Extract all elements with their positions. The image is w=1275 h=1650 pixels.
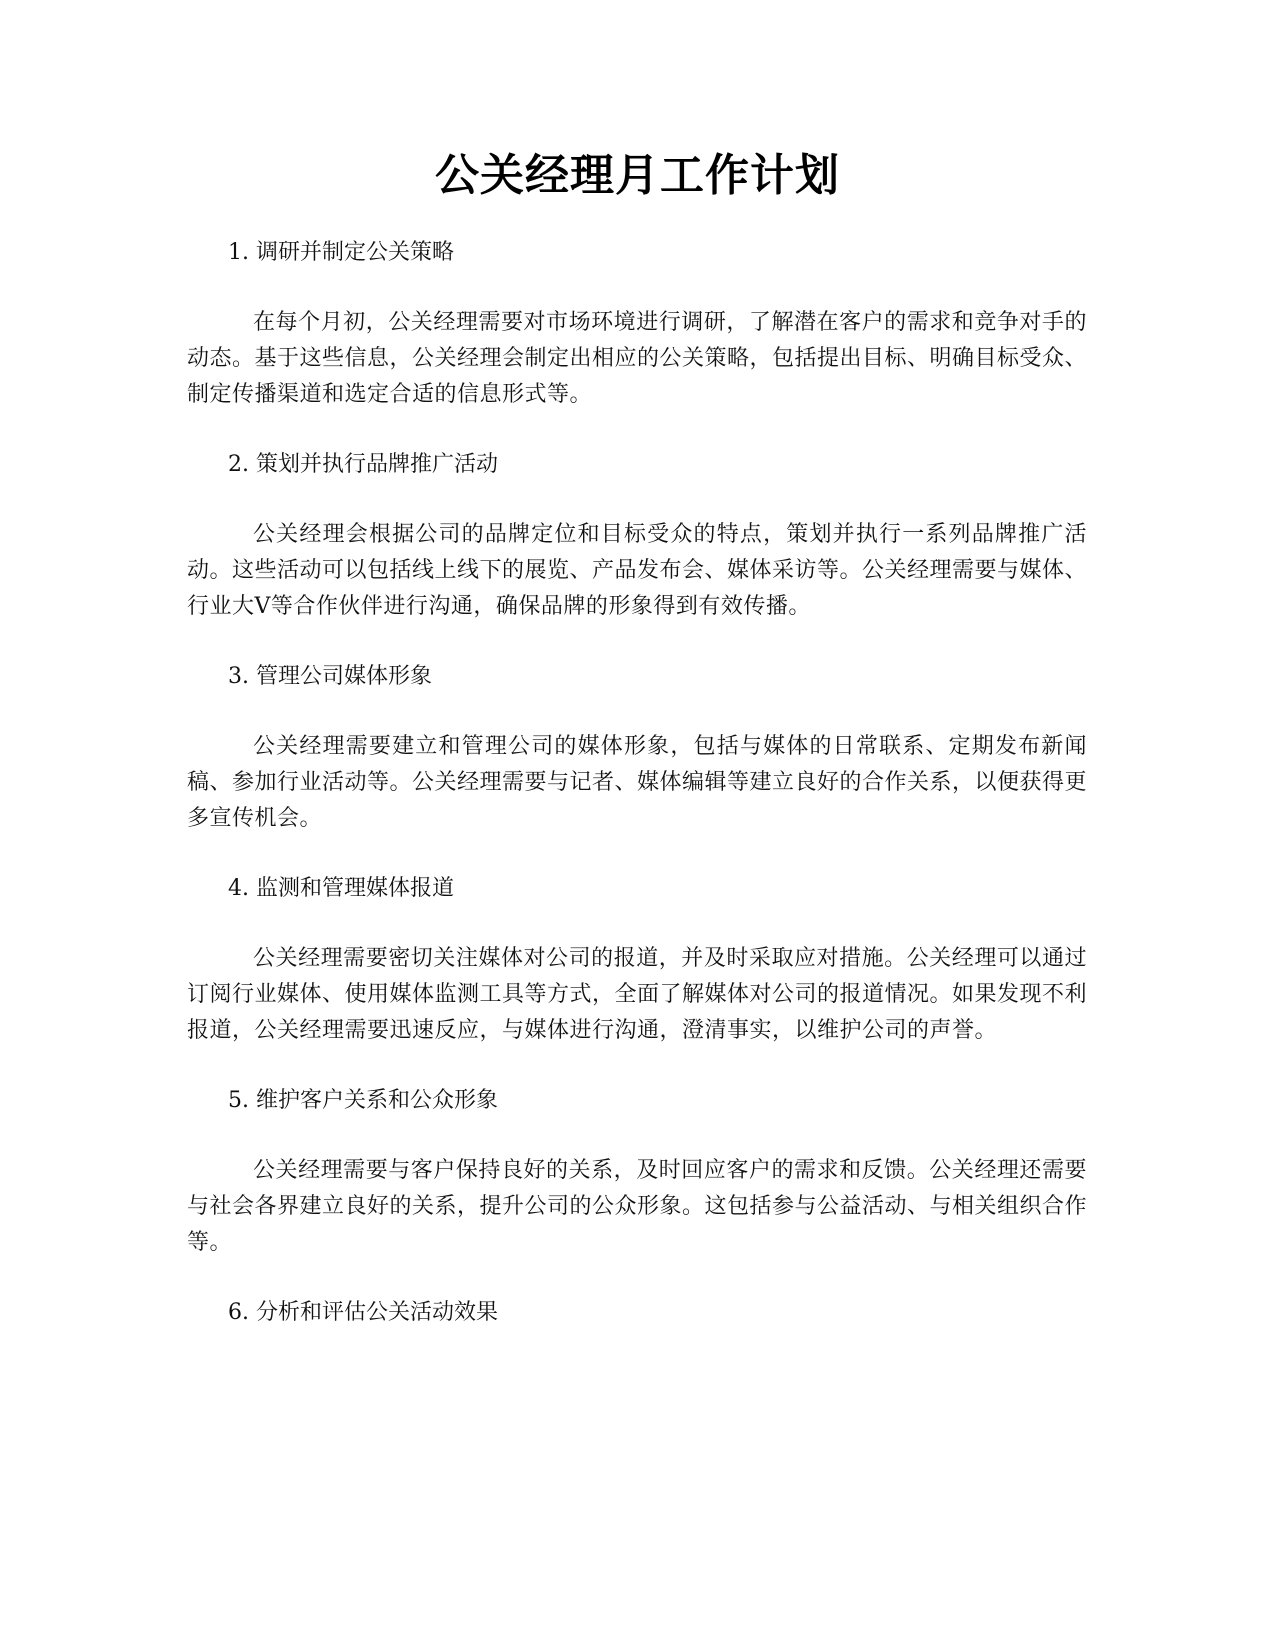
section-heading-1: 1. 调研并制定公关策略	[228, 240, 454, 265]
section-paragraph-2: 公关经理会根据公司的品牌定位和目标受众的特点，策划并执行一系列品牌推广活动。这些活动可以包括线上线下的展览、产品发布会、媒体采访等。公关经理需要与媒体、行业大V等合作伙伴进行沟通，确保品牌的形象得到有效传播。	[187, 522, 1088, 619]
document-title: 公关经理月工作计划	[435, 150, 840, 201]
section-paragraph-4: 公关经理需要密切关注媒体对公司的报道，并及时采取应对措施。公关经理可以通过订阅行业媒体、使用媒体监测工具等方式，全面了解媒体对公司的报道情况。如果发现不利报道，公关经理需要迅速反应，与媒体进行沟通，澄清事实，以维护公司的声誉。	[187, 946, 1088, 1043]
section-paragraph-1: 在每个月初，公关经理需要对市场环境进行调研，了解潜在客户的需求和竞争对手的动态。基于这些信息，公关经理会制定出相应的公关策略，包括提出目标、明确目标受众、制定传播渠道和选定合适的信息形式等。	[187, 310, 1088, 407]
document-body	[187, 238, 1087, 1365]
section-heading-3: 3. 管理公司媒体形象	[228, 664, 432, 689]
section-paragraph-3: 公关经理需要建立和管理公司的媒体形象，包括与媒体的日常联系、定期发布新闻稿、参加行业活动等。公关经理需要与记者、媒体编辑等建立良好的合作关系，以便获得更多宣传机会。	[187, 734, 1088, 831]
section-paragraph-5: 公关经理需要与客户保持良好的关系，及时回应客户的需求和反馈。公关经理还需要与社会各界建立良好的关系，提升公司的公众形象。这包括参与公益活动、与相关组织合作等。	[187, 1158, 1088, 1255]
section-heading-4: 4. 监测和管理媒体报道	[228, 876, 454, 901]
section-heading-2: 2. 策划并执行品牌推广活动	[228, 452, 498, 477]
section-heading-5: 5. 维护客户关系和公众形象	[228, 1088, 498, 1113]
section-heading-6: 6. 分析和评估公关活动效果	[228, 1300, 498, 1325]
